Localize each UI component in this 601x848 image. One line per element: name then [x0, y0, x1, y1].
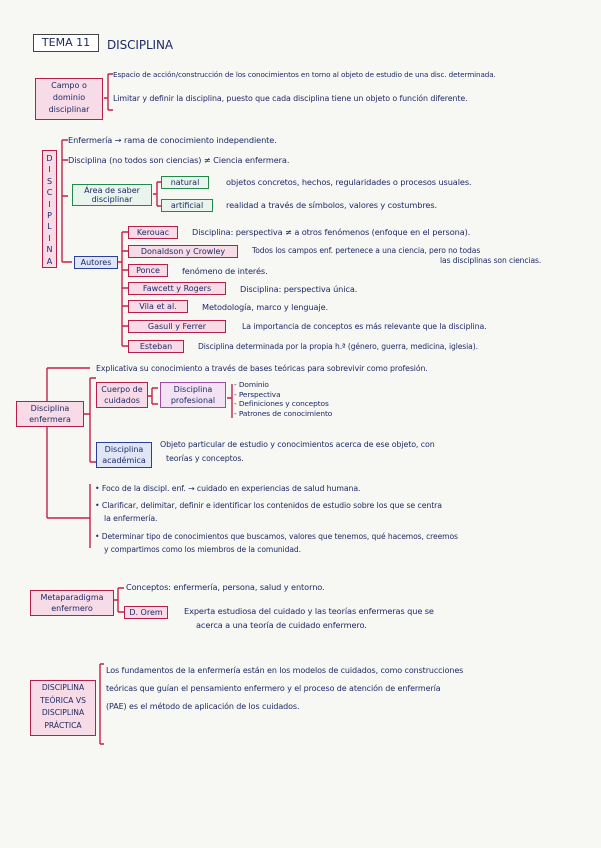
acad-label-line: académica [102, 456, 146, 465]
cuerpo-label-line: cuidados [104, 396, 140, 405]
tp-label-line: DISCIPLINA [41, 683, 85, 692]
bullet-2-cont: la enfermería. [104, 514, 158, 523]
prof-item-text: Dominio [238, 380, 269, 389]
autor-text: Disciplina: perspectiva ≠ a otros fenómenos (enfoque en el persona). [192, 227, 471, 237]
cuerpo-label-line: Cuerpo de [101, 385, 143, 394]
vertical-letter: P [47, 211, 52, 221]
page-title: DISCIPLINA [107, 38, 173, 52]
disciplina-enfermera-label [16, 401, 84, 427]
tp-label-line: PRÁCTICA [44, 720, 82, 730]
vertical-letter: D [46, 154, 53, 163]
autor-text: Disciplina determinada por la propia h.ª (género, guerra, medicina, iglesia). [198, 342, 478, 351]
bullet-3-cont: y compartimos como los miembros de la comunidad. [104, 545, 301, 554]
explicativa-line: Explicativa su conocimiento a través de bases teóricas para sobrevivir como profesión. [96, 364, 428, 373]
autor-name: Esteban [128, 340, 184, 353]
autor-name: Vila et al. [128, 300, 188, 313]
autor-text: Disciplina: perspectiva única. [240, 284, 358, 294]
meta-label-line: Metaparadigma [40, 593, 104, 602]
campo-label [35, 78, 103, 120]
metaparadigma-label [30, 590, 114, 616]
prof-item-text: Definiciones y conceptos [238, 399, 329, 409]
campo-line-1: Espacio de acción/construcción de los conocimientos en torno al objeto de estudio de una disc. determinada. [113, 70, 496, 79]
vertical-letter: I [48, 165, 51, 175]
tp-line-2: teóricas que guían el pensamiento enfermero y el proceso de atención de enfermería [106, 684, 441, 693]
artificial-label: artificial [161, 199, 213, 212]
cuerpo-cuidados-label [96, 382, 148, 408]
orem-line-1: Experta estudiosa del cuidado y las teorías enfermeras que se [184, 606, 434, 616]
disciplina-academica-label [96, 442, 152, 468]
teorica-practica-label [30, 680, 96, 736]
vertical-letter: S [46, 176, 53, 186]
bullet-2: • Clarificar, delimitar, definir e identificar los contenidos de estudio sobre los que se centra [95, 501, 442, 510]
area-saber-label [72, 184, 152, 206]
prof-label-line: Disciplina [173, 385, 213, 394]
autor-text: fenómeno de interés. [182, 266, 268, 276]
tp-line-3: (PAE) es el método de aplicación de los cuidados. [106, 702, 300, 711]
conceptos-line: Conceptos: enfermería, persona, salud y entorno. [126, 582, 325, 592]
academica-line-1: Objeto particular de estudio y conocimientos acerca de ese objeto, con [160, 440, 435, 449]
natural-text: objetos concretos, hechos, regularidades o procesos usuales. [226, 177, 472, 187]
area-label-line: Área de saber [84, 186, 140, 195]
bullet-3: • Determinar tipo de conocimientos que buscamos, valores que tenemos, qué hacemos, creemos [95, 532, 458, 541]
prof-item-text: Patrones de conocimiento [238, 408, 333, 418]
vertical-letter: I [48, 233, 51, 243]
vertical-letter: I [48, 199, 51, 209]
meta-label-line: enfermero [51, 604, 93, 613]
autor-name: Ponce [128, 264, 168, 277]
vertical-letter: A [46, 256, 53, 266]
bullet-text: Foco de la discipl. enf. → cuidado en experiencias de salud humana. [101, 484, 361, 493]
campo-label-line: Campo o [51, 81, 87, 90]
prof-item-text: Perspectiva [238, 389, 281, 399]
artificial-text: realidad a través de símbolos, valores y costumbres. [226, 200, 438, 210]
disciplina-vertical-label [42, 150, 57, 268]
autor-text: La importancia de conceptos es más relevante que la disciplina. [242, 322, 487, 331]
vertical-letter: C [46, 188, 53, 198]
autor-text-2: las disciplinas son ciencias. [440, 256, 542, 265]
campo-line-2: Limitar y definir la disciplina, puesto que cada disciplina tiene un objeto o función diferente. [113, 94, 468, 103]
autor-name: Fawcett y Rogers [128, 282, 226, 295]
de-label-line: enfermera [29, 415, 71, 424]
autor-name: Donaldson y Crowley [128, 245, 238, 258]
campo-label-line: dominio [52, 93, 86, 102]
tema-box: TEMA 11 [33, 34, 99, 52]
prof-item: - Dominio - Perspectiva - Definiciones y conceptos - Patrones de conocimiento [234, 380, 333, 418]
tp-label-line: DISCIPLINA [41, 708, 85, 717]
area-label-line: disciplinar [91, 195, 133, 204]
bullet-text: Clarificar, delimitar, definir e identificar los contenidos de estudio sobre los que se centra [101, 501, 442, 510]
autor-text: Metodología, marco y lenguaje. [202, 302, 329, 312]
vertical-letter: N [46, 245, 53, 255]
campo-label-line: disciplinar [48, 105, 90, 114]
prof-label-line: profesional [170, 396, 216, 405]
academica-line-2: teorías y conceptos. [166, 454, 244, 463]
disciplina-profesional-label [160, 382, 226, 408]
natural-label: natural [161, 176, 209, 189]
autores-label: Autores [74, 256, 118, 269]
de-label-line: Disciplina [30, 404, 70, 413]
autor-name: Gasull y Ferrer [128, 320, 226, 333]
orem-line-2: acerca a una teoría de cuidado enfermero. [196, 620, 367, 630]
tp-line-1: Los fundamentos de la enfermería están en los modelos de cuidados, como construcciones [106, 666, 464, 675]
autor-text: Todos los campos enf. pertenece a una ciencia, pero no todas [252, 246, 481, 255]
acad-label-line: Disciplina [104, 445, 144, 454]
enfermeria-line: Enfermería → rama de conocimiento independiente. [68, 135, 277, 145]
orem-label: D. Orem [124, 606, 168, 619]
vertical-letter: L [47, 222, 52, 232]
autor-name: Kerouac [128, 226, 178, 239]
bullet-text: Determinar tipo de conocimientos que buscamos, valores que tenemos, qué hacemos, creemos [101, 532, 458, 541]
tp-label-line: TEÓRICA VS [40, 695, 86, 705]
no-todos-line: Disciplina (no todos son ciencias) ≠ Ciencia enfermera. [68, 155, 290, 165]
bullet-1: • Foco de la discipl. enf. → cuidado en experiencias de salud humana. [95, 484, 361, 493]
